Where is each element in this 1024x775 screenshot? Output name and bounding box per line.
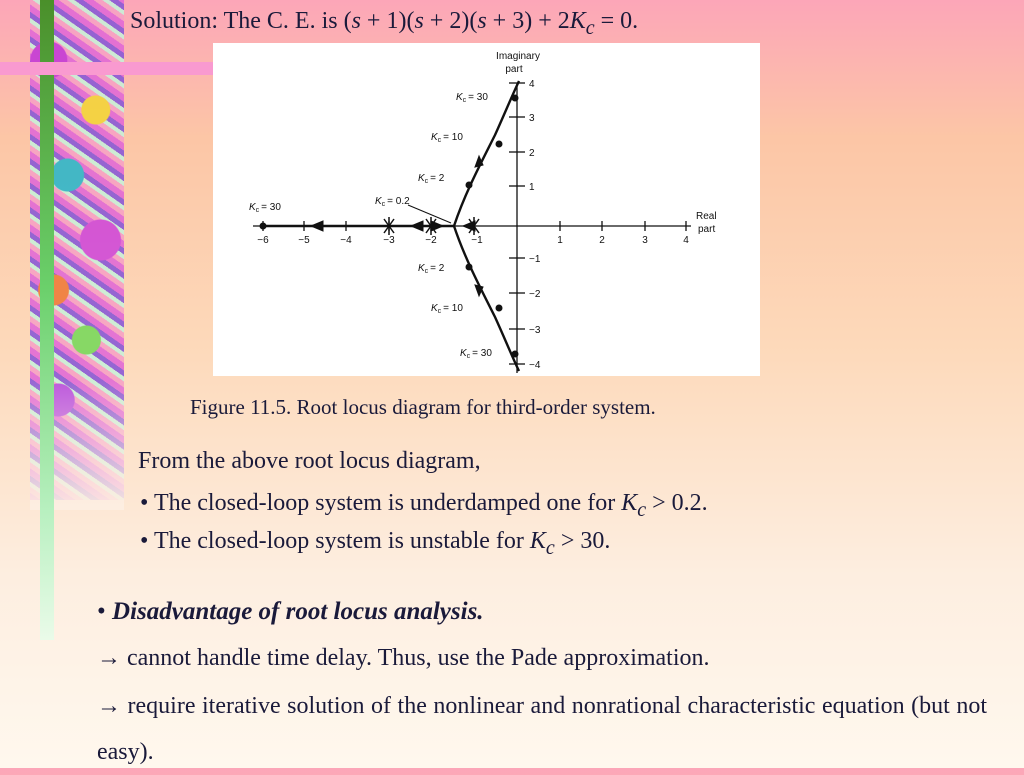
marker-k30-real — [260, 223, 267, 230]
x-tick-label: −5 — [298, 235, 310, 246]
x-tick-label: −4 — [340, 235, 352, 246]
decorative-pink-bar — [0, 62, 214, 75]
x-tick-label: 1 — [557, 235, 563, 246]
y-tick-label: 3 — [529, 113, 535, 124]
gain-label-k30-up: $K_c = 30$ — [456, 92, 488, 104]
y-tick-label: −4 — [529, 360, 541, 371]
figure-caption: Figure 11.5. Root locus diagram for third-order system. — [190, 395, 656, 419]
bullet-underdamped: • The closed-loop system is underdamped one for $K_c > 0.2$. — [140, 490, 708, 521]
arrow-up-branch — [475, 156, 483, 167]
point-iterative-solution: → require iterative solution of the nonlinear and nonrational characteristic equation (but not easy). — [97, 693, 987, 765]
gain-label-k30-down: $K_c = 30$ — [460, 348, 492, 360]
arrow-left-far — [311, 221, 323, 231]
marker-k10-up — [496, 141, 503, 148]
imag-axis-label-1: Imaginary — [496, 51, 540, 62]
arrow-down-branch — [475, 285, 483, 296]
y-tick-label: −3 — [529, 325, 541, 336]
gain-label-k10-up: $K_c = 10$ — [431, 132, 463, 144]
point-time-delay: → cannot handle time delay. Thus, use the Pade approximation. — [97, 645, 710, 671]
gain-label-k2-down: $K_c = 2$ — [418, 263, 445, 275]
real-axis-label-2: part — [698, 224, 716, 235]
root-locus-figure — [213, 43, 760, 376]
y-tick-label: −1 — [529, 254, 541, 265]
gain-label-k10-down: $K_c = 10$ — [431, 303, 463, 315]
y-tick-label: 2 — [529, 148, 535, 159]
marker-k2-down — [466, 264, 473, 271]
y-tick-label: 1 — [529, 182, 535, 193]
y-tick-label: −2 — [529, 289, 541, 300]
x-tick-label: 3 — [642, 235, 648, 246]
marker-k2-up — [466, 182, 473, 189]
gain-label-k30-real: $K_c = 30$ — [249, 202, 281, 214]
x-tick-label: −6 — [257, 235, 269, 246]
marker-k30-up — [512, 95, 519, 102]
gain-label-k2-up: $K_c = 2$ — [418, 173, 445, 185]
x-tick-label: 2 — [599, 235, 605, 246]
marker-k10-down — [496, 305, 503, 312]
decorative-green-stripe — [40, 0, 54, 640]
x-tick-label: 4 — [683, 235, 689, 246]
root-locus-diagram — [213, 43, 760, 376]
gain-label-k02: $K_c = 0.2$ — [375, 196, 410, 208]
x-tick-label: −3 — [383, 235, 395, 246]
bullet-unstable: • The closed-loop system is unstable for $K_c > 30$. — [140, 528, 611, 559]
leader-k02 — [408, 205, 451, 223]
arrow-left-near — [411, 221, 423, 231]
real-axis-label-1: Real — [696, 211, 717, 222]
disadvantage-heading: • Disadvantage of root locus analysis. — [97, 598, 484, 625]
intro-text: From the above root locus diagram, — [138, 448, 481, 474]
x-tick-label: −2 — [425, 235, 437, 246]
marker-k30-down — [512, 351, 519, 358]
x-tick-label: −1 — [471, 235, 483, 246]
imag-axis-label-2: part — [505, 64, 523, 75]
slide-title: Solution: The C. E. is $(s + 1)(s + 2)(s + 3) + 2K_c = 0$. — [130, 8, 639, 39]
y-tick-label: 4 — [529, 79, 535, 90]
